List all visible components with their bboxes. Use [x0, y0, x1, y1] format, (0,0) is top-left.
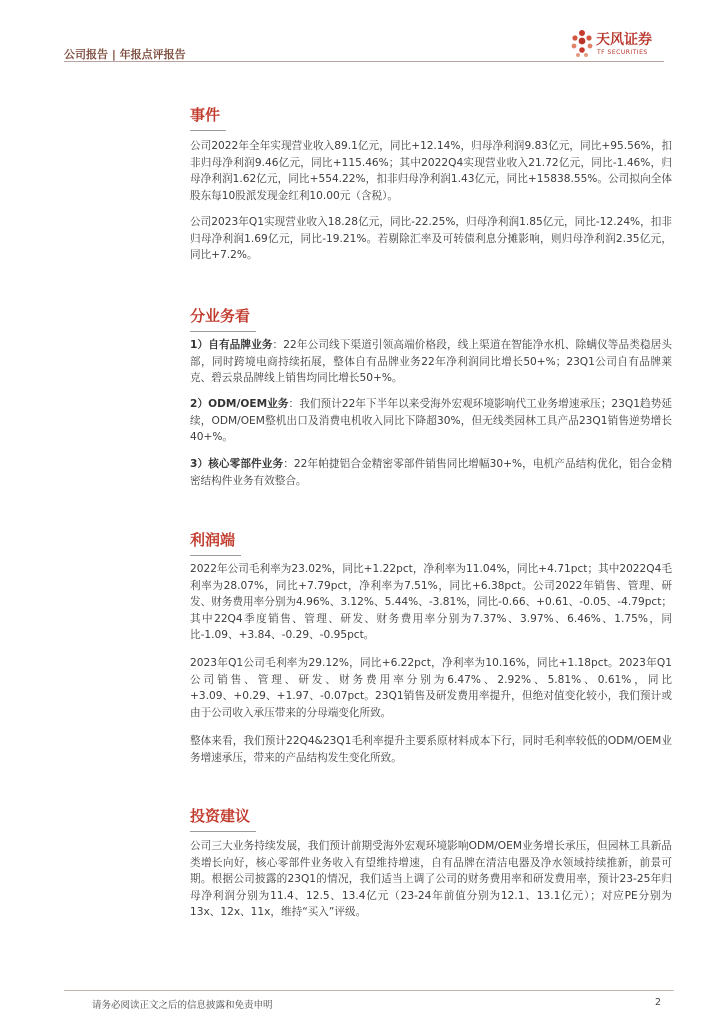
section-title-investment: 投资建议	[190, 805, 250, 828]
logo-chinese-name: 天风证券	[596, 32, 652, 48]
page-number: 2	[655, 997, 662, 1008]
business-item-2	[190, 396, 672, 446]
logo-english-name: TF SECURITIES	[597, 49, 648, 56]
investment-paragraph: 公司三大业务持续发展，我们预计前期受海外宏观环境影响ODM/OEM业务增长承压，但园林工具新品类增长向好，核心零部件业务收入有望维持增速，自有品牌在清洁电器及净水领域持续推新，前景可期。根据公司披露的23Q1的情况，我们适当上调了公司的财务费用率和研发费用率，预计23-25年归母净利润分别为11.4、12.5、13.4亿元（23-24年前值分别为12.1、13.1亿元）；对应PE分别为13x、12x、11x，维持“买入”评级。	[190, 840, 672, 918]
footer-divider	[64, 990, 674, 991]
business-item-1-text: ：22年公司线下渠道引领高端价格段，线上渠道在智能净水机、除螨仪等品类稳居头部，同时跨境电商持续拓展，整体自有品牌业务22年净利润同比增长50+%；23Q1公司自有品牌莱克、碧云泉品牌线上销售均同比增长50+%。	[190, 339, 672, 384]
event-paragraph-1: 公司2022年全年实现营业收入89.1亿元，同比+12.14%，归母净利润9.83亿元，同比+95.56%，扣非归母净利润9.46亿元，同比+115.46%；其中2022Q4实现营业收入21.72亿元，同比-1.46%，归母净利润1.62亿元，同比+554.22%，扣非归母净利润1.43亿元，同比+15838.55%。公司拟向全体股东每10股派发现金红利10.00元（含税）。	[190, 140, 672, 202]
business-item-2-lead: 2）ODM/OEM业务	[190, 398, 289, 410]
event-paragraph-2: 公司2023年Q1实现营业收入18.28亿元，同比-22.25%，归母净利润1.85亿元，同比-12.24%，扣非归母净利润1.69亿元，同比-19.21%。若剔除汇率及可转债利息分摊影响，则归母净利润2.35亿元，同比+7.2%。	[190, 216, 672, 261]
profit-paragraph-3: 整体来看，我们预计22Q4&23Q1毛利率提升主要系原材料成本下行，同时毛利率较低的ODM/OEM业务增速承压，带来的产品结构发生变化所致。	[190, 735, 672, 764]
profit-paragraph-1: 2022年公司毛利率为23.02%，同比+1.22pct，净利率为11.04%，同比+4.71pct；其中2022Q4毛利率为28.07%，同比+7.79pct，净利率为7.51%，同比+6.38pct。公司2022年销售、管理、研发、财务费用率分别为4.96%、3.12%、5.44%、-3.81%，同比-0.66、+0.61、-0.05、-4.79pct；其中22Q4季度销售、管理、研发、财务费用率分别为7.37%、3.97%、6.46%、1.75%，同比-1.09、+3.84、-0.29、-0.95pct。	[190, 563, 672, 641]
business-item-3	[190, 456, 672, 489]
logo-flower-icon	[570, 29, 594, 59]
company-logo	[570, 27, 680, 65]
section-title-profit: 利润端	[190, 529, 235, 552]
section-title-event: 事件	[190, 104, 220, 127]
business-item-3-lead: 3）核心零部件业务	[190, 458, 284, 470]
business-item-1	[190, 337, 672, 387]
report-type-label: 公司报告 | 年报点评报告	[64, 48, 186, 61]
section-title-business: 分业务看	[190, 305, 250, 328]
business-item-2-text: ：我们预计22年下半年以来受海外宏观环境影响代工业务增速承压；23Q1趋势延续，ODM/OEM整机出口及消费电机收入同比下降超30%，但无线类园林工具产品23Q1销售逆势增长40+%。	[190, 398, 672, 443]
footer-disclaimer: 请务必阅读正文之后的信息披露和免责申明	[92, 1000, 273, 1011]
profit-paragraph-2: 2023年Q1公司毛利率为29.12%，同比+6.22pct，净利率为10.16%，同比+1.18pct。2023年Q1公司销售、管理、研发、财务费用率分别为6.47%、2.92%、5.81%、0.61%，同比+3.09、+0.29、+1.97、-0.07pct。23Q1销售及研发费用率提升，但绝对值变化较小，我们预计或由于公司收入承压带来的分母端变化所致。	[190, 657, 672, 719]
business-item-1-lead: 1）自有品牌业务	[190, 339, 273, 351]
business-item-3-text: ：22年帕捷铝合金精密零部件销售同比增幅30+%，电机产品结构优化，铝合金精密结构件业务有效整合。	[190, 458, 672, 487]
